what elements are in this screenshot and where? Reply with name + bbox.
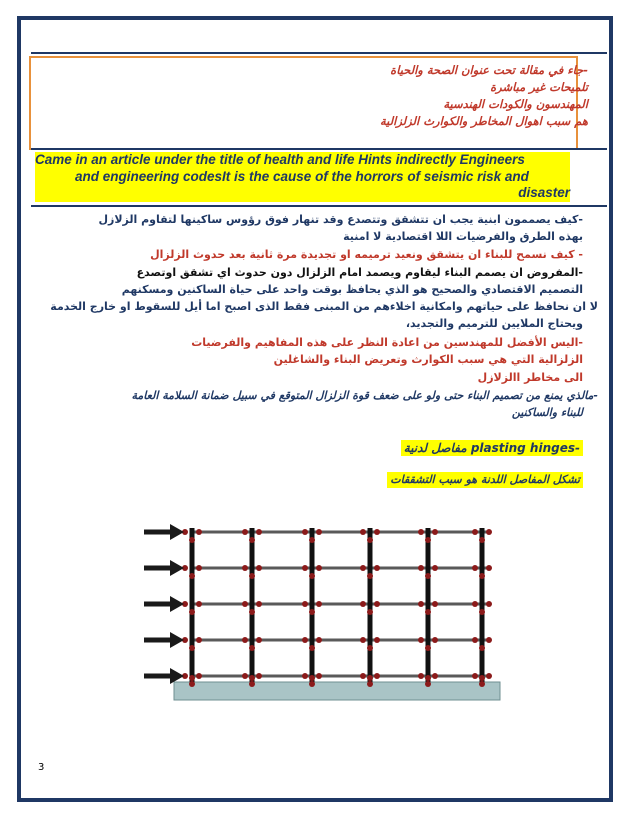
load-arrow-head-2 bbox=[170, 560, 184, 576]
hinge-5-4-1 bbox=[374, 673, 380, 679]
hinge-base-1 bbox=[189, 675, 195, 681]
hinge-3-4-0 bbox=[360, 601, 366, 607]
body-line-1: -كيف يصممون ابنية يجب ان تتشقق وتتصدع وقد تنهار فوق رؤوس ساكينها لتقاوم الزلازل bbox=[98, 213, 583, 226]
hinge-3-3-1 bbox=[316, 601, 322, 607]
hinge-below-1-3 bbox=[309, 537, 315, 543]
body-line-12: للبناء والساكنين bbox=[511, 406, 583, 419]
body-line-8: -اليس الأفضل للمهندسين من اعادة النظر على هذه المفاهيم والفرضيات bbox=[191, 336, 583, 349]
hinge-4-6-0 bbox=[472, 637, 478, 643]
hinge-2-5-1 bbox=[432, 565, 438, 571]
hinge-below-3-1 bbox=[189, 609, 195, 615]
hinge-5-6-1 bbox=[486, 673, 492, 679]
hinge-1-6-0 bbox=[472, 529, 478, 535]
header-ar-line-2: تلميحات غير مباشرة bbox=[490, 80, 588, 94]
hinge-below-3-4 bbox=[367, 609, 373, 615]
body-line-7: ويحتاج الملايين للترميم والتجديد، bbox=[405, 317, 583, 330]
hinge-1-3-0 bbox=[302, 529, 308, 535]
hinge-below-2-4 bbox=[367, 573, 373, 579]
hinge-5-4-0 bbox=[360, 673, 366, 679]
hinge-below-5-6 bbox=[479, 681, 485, 687]
body-line-6: لا ان نحافظ على حياتهم وامكانية اخلاءهم من المبنى فقط الذى اصبح اما أيل للسقوط او خارج الخدمة bbox=[50, 300, 598, 313]
hinge-3-3-0 bbox=[302, 601, 308, 607]
hinge-base-2 bbox=[249, 675, 255, 681]
hinge-4-6-1 bbox=[486, 637, 492, 643]
page-number: 3 bbox=[38, 762, 45, 773]
hinge-1-2-0 bbox=[242, 529, 248, 535]
hinge-base-4 bbox=[367, 675, 373, 681]
hinge-below-2-5 bbox=[425, 573, 431, 579]
hinge-below-3-2 bbox=[249, 609, 255, 615]
english-line-2: and engineering codesIt is the cause of the horrors of seismic risk and bbox=[75, 168, 529, 184]
hinge-5-5-0 bbox=[418, 673, 424, 679]
header-ar-line-4: هم سبب اهوال المخاطر والكوارث الزلزالية bbox=[379, 114, 588, 128]
hinge-below-5-2 bbox=[249, 681, 255, 687]
hinge-4-2-0 bbox=[242, 637, 248, 643]
hinge-2-5-0 bbox=[418, 565, 424, 571]
hinge-below-3-5 bbox=[425, 609, 431, 615]
hinge-below-2-3 bbox=[309, 573, 315, 579]
hinge-3-6-1 bbox=[486, 601, 492, 607]
hinge-3-2-0 bbox=[242, 601, 248, 607]
load-arrow-head-3 bbox=[170, 596, 184, 612]
plastic-hinges-heading: -plasting hinges مفاصل لدنية bbox=[401, 440, 583, 456]
hinge-4-5-1 bbox=[432, 637, 438, 643]
hinge-5-3-0 bbox=[302, 673, 308, 679]
hinge-below-2-1 bbox=[189, 573, 195, 579]
hinge-1-4-1 bbox=[374, 529, 380, 535]
hinge-base-6 bbox=[479, 675, 485, 681]
hinges-cracks-line: تشكل المفاصل اللدنة هو سبب التشققات bbox=[387, 472, 583, 488]
hinge-base-3 bbox=[309, 675, 315, 681]
header-ar-line-3: المهندسون والكودات الهندسية bbox=[443, 97, 588, 111]
hinge-1-5-1 bbox=[432, 529, 438, 535]
foundation-base bbox=[174, 682, 500, 700]
frame-diagram bbox=[130, 512, 506, 724]
hinge-5-1-1 bbox=[196, 673, 202, 679]
english-line-3: disaster bbox=[518, 185, 570, 200]
body-line-3: - كيف نسمح للبناء ان يتشقق ونعيد ترميمه او تجديدة مرة ثانية بعد حدوث الزلزال bbox=[150, 248, 583, 261]
hinge-below-5-4 bbox=[367, 681, 373, 687]
hinge-below-2-2 bbox=[249, 573, 255, 579]
hinge-1-5-0 bbox=[418, 529, 424, 535]
english-translation bbox=[35, 152, 570, 202]
body-line-10: الى مخاطر االزلازل bbox=[477, 371, 583, 384]
hinge-below-1-6 bbox=[479, 537, 485, 543]
hinge-below-3-6 bbox=[479, 609, 485, 615]
body-line-5: التصميم الاقتصادي والصحيح هو الذي يحافظ بوقت واحد على حياة الساكنين ومسكنهم bbox=[121, 283, 583, 296]
hinge-below-4-2 bbox=[249, 645, 255, 651]
hinge-below-3-3 bbox=[309, 609, 315, 615]
hinge-below-5-3 bbox=[309, 681, 315, 687]
hinge-3-1-1 bbox=[196, 601, 202, 607]
load-arrow-head-1 bbox=[170, 524, 184, 540]
hinge-3-4-1 bbox=[374, 601, 380, 607]
header-ar-line-1: -جاء في مقالة تحت عنوان الصحة والحياة bbox=[390, 63, 588, 77]
hinge-3-6-0 bbox=[472, 601, 478, 607]
hinge-5-3-1 bbox=[316, 673, 322, 679]
hinge-base-5 bbox=[425, 675, 431, 681]
hinge-2-6-1 bbox=[486, 565, 492, 571]
hinge-5-5-1 bbox=[432, 673, 438, 679]
hinge-4-2-1 bbox=[256, 637, 262, 643]
hinge-5-2-1 bbox=[256, 673, 262, 679]
hinge-4-4-0 bbox=[360, 637, 366, 643]
hinge-below-5-1 bbox=[189, 681, 195, 687]
body-line-2: بهذه الطرق والفرضيات اللا اقتصادية لا امنية bbox=[343, 230, 583, 243]
hinge-below-1-5 bbox=[425, 537, 431, 543]
header-top-rule bbox=[31, 52, 607, 54]
hinge-4-4-1 bbox=[374, 637, 380, 643]
hinge-2-3-1 bbox=[316, 565, 322, 571]
hinge-4-3-1 bbox=[316, 637, 322, 643]
header-bottom-rule bbox=[31, 148, 607, 150]
body-line-11: -مالذي يمنع من تصميم البناء حتى ولو على ضعف قوة الزلزال المتوقع في سبيل ضمانة السلامة العامة bbox=[131, 389, 598, 402]
hinge-5-6-0 bbox=[472, 673, 478, 679]
hinge-below-4-4 bbox=[367, 645, 373, 651]
body-line-9: الزلزالية التي هي سبب الكوارث وتعريض البناء والشاغلين bbox=[273, 353, 583, 366]
hinge-4-1-1 bbox=[196, 637, 202, 643]
hinge-3-5-0 bbox=[418, 601, 424, 607]
english-line-1: Came in an article under the title of health and life Hints indirectly Engineers bbox=[35, 152, 525, 167]
translation-bottom-rule bbox=[31, 205, 607, 207]
hinge-below-2-6 bbox=[479, 573, 485, 579]
hinge-1-2-1 bbox=[256, 529, 262, 535]
hinge-2-4-1 bbox=[374, 565, 380, 571]
hinge-1-3-1 bbox=[316, 529, 322, 535]
hinge-3-5-1 bbox=[432, 601, 438, 607]
hinge-2-2-1 bbox=[256, 565, 262, 571]
hinge-below-4-3 bbox=[309, 645, 315, 651]
load-arrow-head-4 bbox=[170, 632, 184, 648]
hinge-below-1-2 bbox=[249, 537, 255, 543]
hinge-1-4-0 bbox=[360, 529, 366, 535]
hinge-2-1-1 bbox=[196, 565, 202, 571]
hinge-below-4-6 bbox=[479, 645, 485, 651]
hinge-2-6-0 bbox=[472, 565, 478, 571]
hinge-1-1-1 bbox=[196, 529, 202, 535]
hinge-3-2-1 bbox=[256, 601, 262, 607]
hinge-below-4-1 bbox=[189, 645, 195, 651]
hinge-1-6-1 bbox=[486, 529, 492, 535]
hinge-2-3-0 bbox=[302, 565, 308, 571]
hinge-below-1-4 bbox=[367, 537, 373, 543]
hinge-4-5-0 bbox=[418, 637, 424, 643]
hinge-5-2-0 bbox=[242, 673, 248, 679]
hinge-4-3-0 bbox=[302, 637, 308, 643]
hinge-below-4-5 bbox=[425, 645, 431, 651]
hinge-below-5-5 bbox=[425, 681, 431, 687]
hinge-2-4-0 bbox=[360, 565, 366, 571]
hinge-2-2-0 bbox=[242, 565, 248, 571]
body-line-4: -المفروض ان يصمم البناء ليقاوم ويصمد امام الزلزال دون حدوث اي تشقق اوتصدع bbox=[136, 266, 583, 279]
frame-hinge-figure bbox=[130, 512, 506, 724]
hinge-below-1-1 bbox=[189, 537, 195, 543]
